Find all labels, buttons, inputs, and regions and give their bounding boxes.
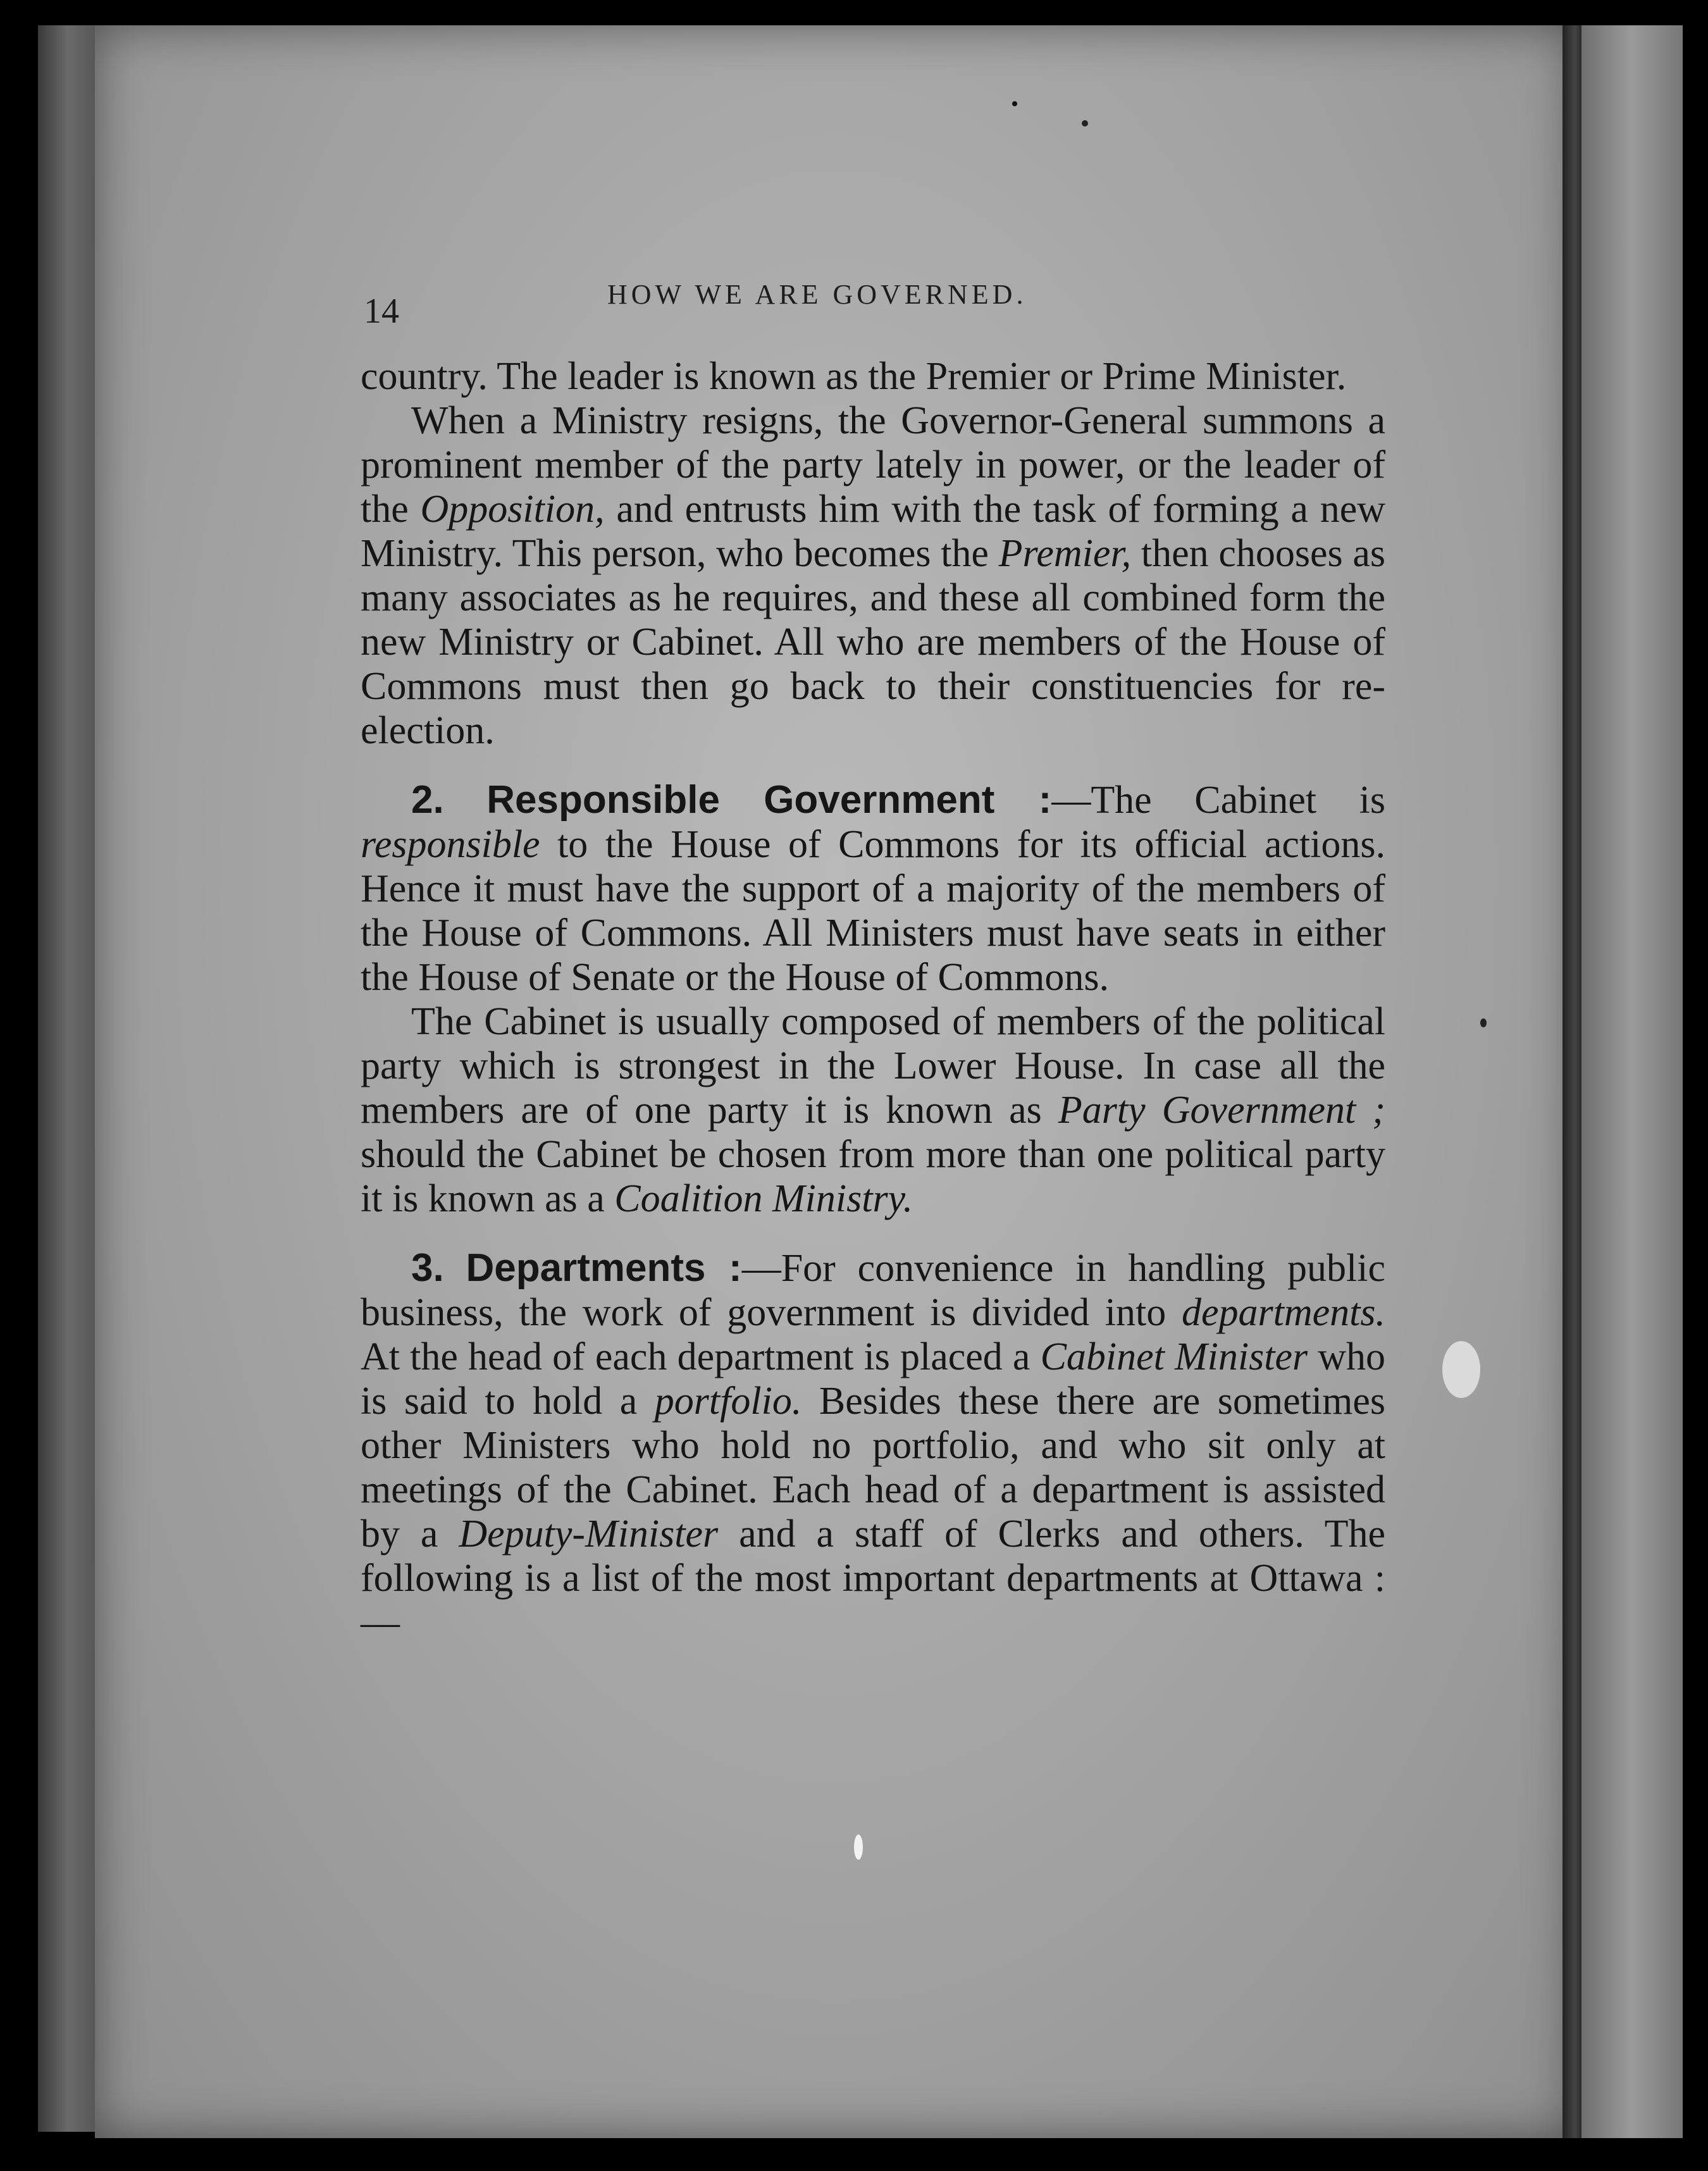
- section-heading: Departments :: [466, 1246, 742, 1290]
- text-span: and a staff of Clerks and others. The following is a list of the most important departments at Ottawa :—: [361, 1512, 1385, 1644]
- text-span: The Cabinet is usually composed of members of the political party which is strongest in the Lower House. In case all the members are of one party it is known as: [361, 1000, 1385, 1132]
- paper-speck: [1480, 1018, 1487, 1027]
- emphasis-opposition: Opposition,: [420, 488, 605, 531]
- paper-speck: [1442, 1341, 1480, 1398]
- emphasis-cabinet-minister: Cabinet Minister: [1040, 1335, 1308, 1378]
- section-number: 3.: [411, 1246, 444, 1290]
- paper-speck: [854, 1834, 863, 1860]
- text-span: and entrusts him with the task of forming a new Ministry. This person, who becomes the: [361, 488, 1385, 575]
- emphasis-deputy-minister: Deputy-Minister: [459, 1512, 719, 1556]
- text-span: —The Cabinet is: [1051, 779, 1385, 822]
- text-span: should the Cabinet be chosen from more than one political party it is known as a: [361, 1133, 1385, 1220]
- text-span: At the head of each department is placed a: [361, 1335, 1041, 1378]
- text-span: to the House of Commons for its official actions. Hence it must have the support of a majority of the members of the House of Commons. All Ministers must have seats in either the House of Senate or the House of Commons.: [361, 823, 1385, 999]
- text-span: When a Ministry resigns, the Governor-General summons a prominent member of the party lately in power, or the leader of the: [361, 399, 1385, 531]
- text-span: —For convenience in handling public business, the work of government is divided into: [361, 1247, 1385, 1334]
- section-number: 2.: [411, 778, 444, 822]
- paragraph-4: [361, 999, 1385, 1221]
- paragraph-1: country. The leader is known as the Premier or Prime Minister.: [361, 355, 1347, 398]
- emphasis-party-government: Party Government ;: [1058, 1089, 1385, 1132]
- paragraph-2: [361, 399, 1385, 753]
- section-departments: [361, 1246, 1385, 1645]
- emphasis-coalition-ministry: Coalition Ministry.: [614, 1177, 913, 1220]
- paper-speck: [1012, 101, 1017, 106]
- text-span: then chooses as many associates as he requires, and these all combined form the new Ministry or Cabinet. All who are members of the House of Commons must then go back to their constituencies for re-election.: [361, 532, 1385, 752]
- emphasis-departments: departments.: [1181, 1291, 1385, 1334]
- page-number: 14: [364, 292, 399, 331]
- emphasis-responsible: responsible: [361, 823, 540, 866]
- page-body: [361, 354, 1385, 1645]
- text-span: who is said to hold a: [361, 1335, 1386, 1423]
- emphasis-portfolio: portfolio.: [654, 1380, 802, 1423]
- section-heading: Responsible Government :: [486, 778, 1052, 822]
- running-title: HOW WE ARE GOVERNED.: [607, 279, 1027, 310]
- paper-speck: [1082, 120, 1088, 127]
- emphasis-premier: Premier,: [998, 532, 1132, 575]
- text-span: Besides these there are sometimes other Ministers who hold no portfolio, and who sit only at meetings of the Cabinet. Each head of a department is assisted by a: [361, 1380, 1385, 1556]
- section-responsible-government: [361, 778, 1385, 999]
- facing-page-edge: [1581, 25, 1683, 2138]
